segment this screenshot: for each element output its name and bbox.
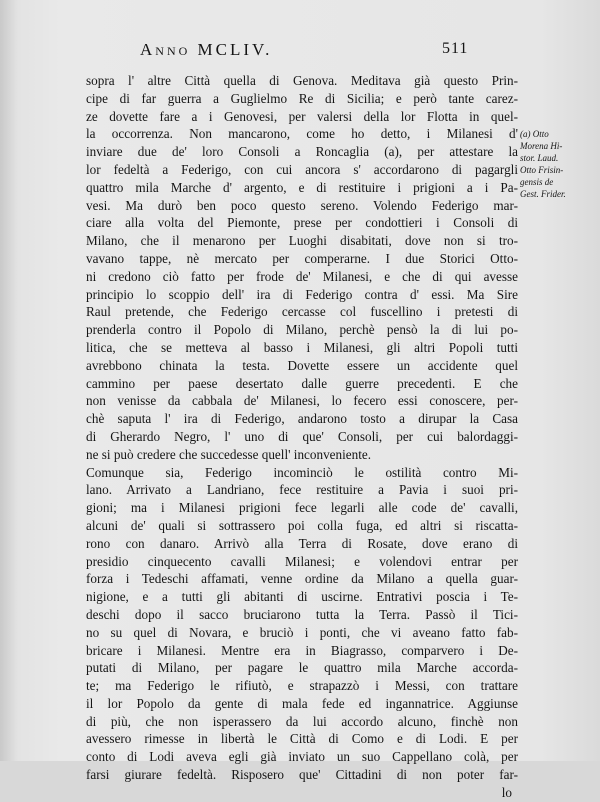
text-line: rono con danaro. Arrivò alla Terra di Rosate, dove erano di xyxy=(86,535,518,551)
text-line: cipe di far guerra a Guglielmo Re di Sicilia; e però tante carez- xyxy=(86,90,518,106)
text-line: Comunque sia, Federigo incominciò le ostilità contro Mi- xyxy=(86,464,518,480)
text-line: lor fedeltà a Federigo, con cui ancora s' accordarono di pagargli xyxy=(86,161,518,177)
catchword: lo xyxy=(501,784,512,800)
text-line: il lor Popolo da gente di mala fede ed ingannatrice. Aggiunse xyxy=(86,695,518,711)
text-line: lano. Arrivato a Landriano, fece restituire a Pavia i suoi pri- xyxy=(86,482,518,498)
text-line: vesi. Ma durò ben poco questo sereno. Volendo Federigo mar- xyxy=(86,197,518,213)
text-line: avrebbono chinata la testa. Dovette essere un accidente quel xyxy=(86,357,518,373)
text-line: inviare due de' loro Consoli a Roncaglia (a), per attestare la xyxy=(86,144,518,160)
text-line: prenderla contro il Popolo di Milano, perchè pensò la di lui po- xyxy=(86,322,518,338)
text-line: farsi giurare fedeltà. Risposero que' Cittadini di non poter far- xyxy=(86,767,518,783)
text-line: quattro mila Marche d' argento, e di restituire i prigioni a i Pa- xyxy=(86,179,518,195)
margin-note-line: Gest. Frider. xyxy=(520,189,566,199)
body-text xyxy=(86,72,518,802)
margin-note-line: Otto Frisin- xyxy=(520,165,564,175)
text-line: te; ma Federigo le rifiutò, e strapazzò i Messi, con trattare xyxy=(86,678,518,694)
text-line: putati di Milano, per pagare le quattro mila Marche accorda- xyxy=(86,660,518,676)
text-line: ze dovette fare a i Genovesi, per valersi della lor Flotta in quel- xyxy=(86,108,518,124)
text-line: di Gherardo Negro, l' uno di que' Consoli, per cui balordaggi- xyxy=(86,428,518,444)
text-line: vavano tappe, nè mercato per comperarne. I due Storici Otto- xyxy=(86,250,518,266)
text-line: litica, che se metteva al basso i Milanesi, gli altri Popoli tutti xyxy=(86,339,518,355)
text-line: alcuni de' quali si sottrassero poi colla fuga, ed altri si riscatta- xyxy=(86,517,518,533)
text-line: ni credono ciò fatto per frode de' Milanesi, e che di qui avesse xyxy=(86,268,518,284)
text-line: bricare i Milanesi. Mentre era in Biagrasso, comparvero i De- xyxy=(86,642,518,658)
text-line: la occorrenza. Non mancarono, come ho detto, i Milanesi d' xyxy=(86,126,518,142)
text-line: chè saputa l' ira di Federigo, andarono tosto a dirupar la Casa xyxy=(86,411,518,427)
text-line: principio lo scoppio dell' ira di Federigo contra d' essi. Ma Sire xyxy=(86,286,518,302)
running-head: Anno MCLIV. xyxy=(140,40,273,59)
margin-note-line: gensis de xyxy=(520,177,554,187)
text-line: no su quel di Novara, e bruciò i ponti, che vi aveano fatto fab- xyxy=(86,624,518,640)
text-line: sopra l' altre Città quella di Genova. Meditava già questo Prin- xyxy=(86,73,518,88)
page-number: 511 xyxy=(442,40,469,57)
text-line: conto di Lodi aveva egli già inviato un suo Cappellano colà, per xyxy=(86,749,518,765)
text-line: nigione, e a tutti gli abitanti di uscirne. Entrativi poscia i Te- xyxy=(86,589,518,605)
text-line: forza i Tedeschi affamati, venne ordine da Milano a quella guar- xyxy=(86,571,518,587)
text-line: di più, che non isperassero da lui accordo alcuno, finchè non xyxy=(86,713,518,729)
margin-note-line: (a) Otto xyxy=(520,129,549,139)
text-line: Milano, che il menarono per Luoghi disabitati, dove non si tro- xyxy=(86,233,518,249)
page-header xyxy=(0,40,600,62)
margin-note-line: Morena Hi- xyxy=(520,141,563,151)
text-line: non venisse da cabbala de' Milanesi, lo fecero essi conoscere, per- xyxy=(86,393,518,409)
text-line: gioni; ma i Milanesi prigioni fece legarli alle code de' cavalli, xyxy=(86,500,518,516)
margin-note xyxy=(520,128,596,200)
text-line: ne si può credere che succedesse quell' inconveniente. xyxy=(86,446,372,462)
text-line: cammino per paese desertato dalle guerre precedenti. E che xyxy=(86,375,518,391)
text-line: deschi dopo il sacco bruciarono tutta la Terra. Passò il Tici- xyxy=(86,606,518,622)
text-line: Raul pretende, che Federigo cercasse col fuscellino i pretesti di xyxy=(86,304,518,320)
text-line: ciare alla volta del Piemonte, prese per condottieri i Consoli di xyxy=(86,215,518,231)
text-line: avessero rimesse in libertà le Città di Como e di Lodi. E per xyxy=(86,731,518,747)
text-line: presidio cinquecento cavalli Milanesi; e volendovi entrar per xyxy=(86,553,518,569)
margin-note-line: stor. Laud. xyxy=(520,153,559,163)
